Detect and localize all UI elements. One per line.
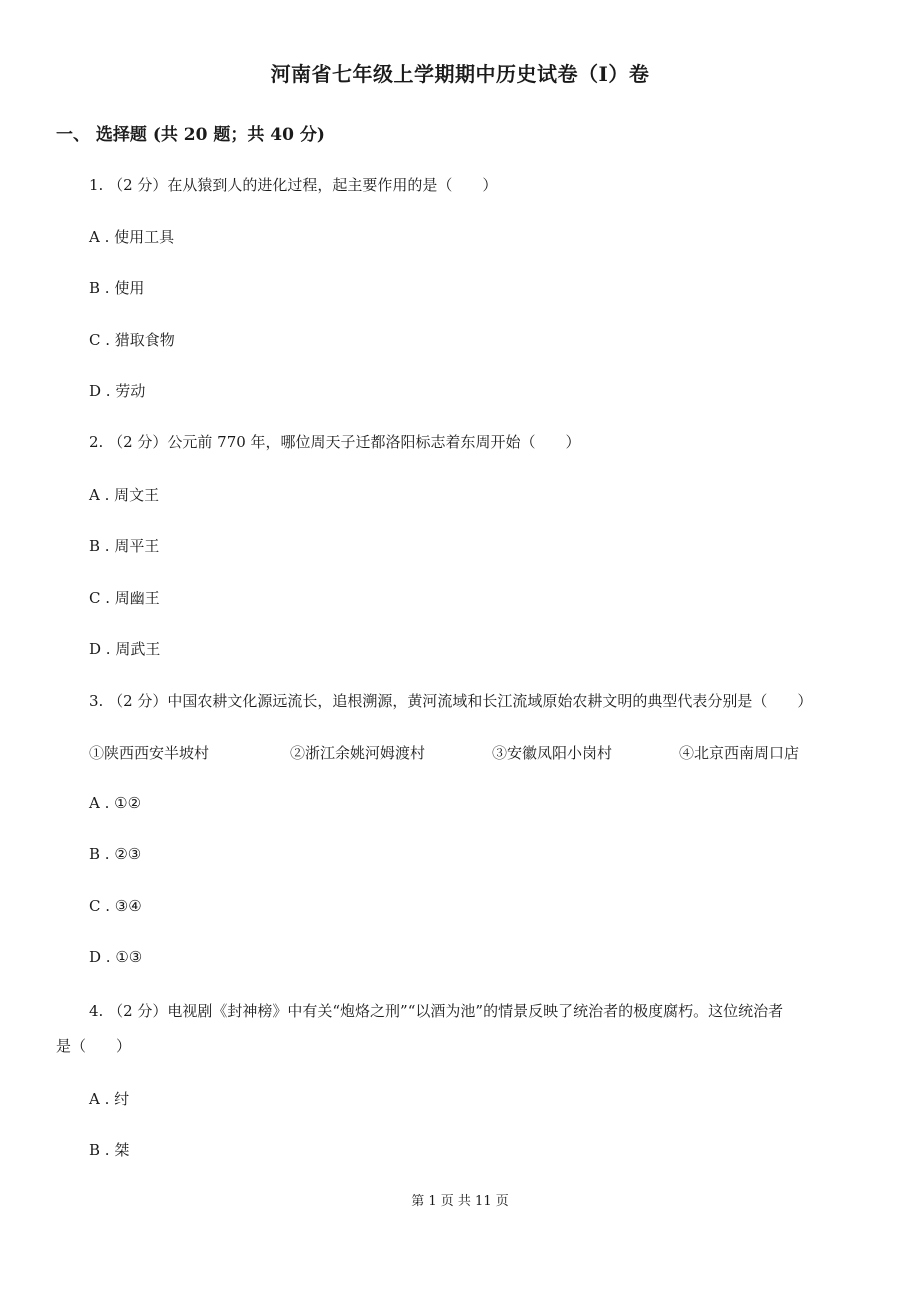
question-3-stem: 3. （2 分）中国农耕文化源远流长，追根溯源，黄河流域和长江流域原始农耕文明的典型代表分别是（ ）: [89, 692, 813, 710]
section-heading: 一、 选择题 (共 20 题；共 40 分): [56, 125, 325, 145]
question-1-option-c: C . 猎取食物: [89, 331, 175, 349]
question-2-option-a: A . 周文王: [89, 486, 160, 504]
question-1-option-a: A . 使用工具: [89, 228, 175, 246]
question-2-option-b: B . 周平王: [89, 537, 160, 555]
question-2-stem: 2. （2 分）公元前 770 年，哪位周天子迁都洛阳标志着东周开始（ ）: [89, 433, 581, 451]
question-3-item-4: ④北京西南周口店: [679, 744, 800, 762]
question-3-item-2: ②浙江余姚河姆渡村: [290, 744, 426, 762]
page-title: 河南省七年级上学期期中历史试卷（I）卷: [270, 62, 650, 86]
page-footer: 第 1 页 共 11 页: [411, 1194, 509, 1209]
question-3-option-d: D . ①③: [89, 948, 143, 966]
question-3-item-1: ①陕西西安半坡村: [89, 744, 210, 762]
question-3-option-c: C . ③④: [89, 897, 142, 915]
question-3-option-b: B . ②③: [89, 845, 142, 863]
question-1-stem: 1. （2 分）在从猿到人的进化过程，起主要作用的是（ ）: [89, 176, 498, 194]
question-2-option-d: D . 周武王: [89, 640, 161, 658]
question-3-item-3: ③安徽凤阳小岗村: [492, 744, 613, 762]
question-4-stem-continued: 是（ ）: [56, 1037, 132, 1055]
question-2-option-c: C . 周幽王: [89, 589, 160, 607]
question-4-stem: 4. （2 分）电视剧《封神榜》中有关“炮烙之刑”“以酒为池”的情景反映了统治者的极度腐朽。这位统治者: [89, 1002, 784, 1020]
question-4-option-a: A . 纣: [89, 1090, 130, 1108]
question-1-option-d: D . 劳动: [89, 382, 146, 400]
question-1-option-b: B . 使用: [89, 279, 145, 297]
question-4-option-b: B . 桀: [89, 1141, 130, 1159]
question-3-option-a: A . ①②: [89, 794, 142, 812]
